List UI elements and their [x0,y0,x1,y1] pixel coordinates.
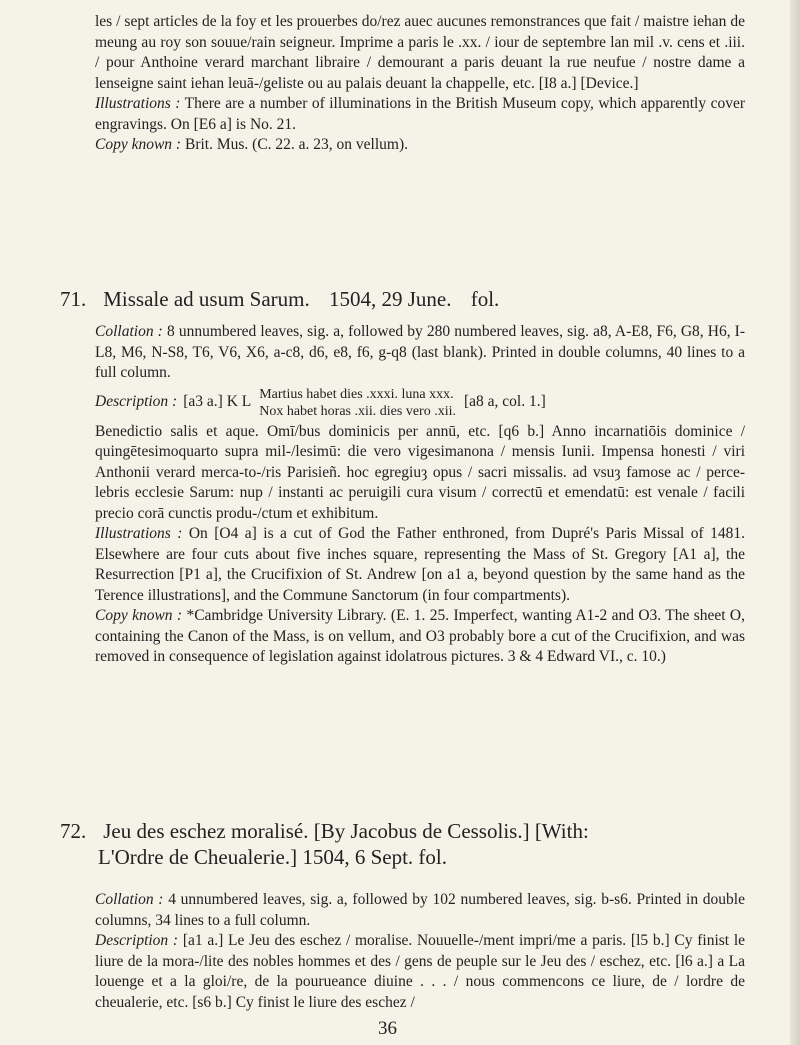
continuation-illustrations [95,94,745,135]
illustrations-label: Illustrations : [95,95,181,112]
description-ref-2: [a8 a, col. 1.] [463,393,546,411]
continuation-copy [95,135,745,156]
entry-71-body [95,322,745,668]
illustrations-text: There are a number of illuminations in the British Museum copy, which apparently cover engravings. On [E6 a] is No. 21. [95,95,745,133]
copy-known [95,606,745,668]
copy-label: Copy known : [95,607,183,624]
description-ref: [a3 a.] K L [183,393,252,411]
calendar-lines [259,386,456,420]
collation-label: Collation : [95,891,164,908]
calendar-line-2: Nox habet horas .xii. dies vero .xii. [259,403,456,419]
entry-date: 1504, 29 June. [328,287,452,311]
collation [95,322,745,384]
description [95,931,745,1013]
page-edge [790,0,800,1045]
collation-text: 8 unnumbered leaves, sig. a, followed by 280 numbered leaves, sig. a8, A-E8, F6, G8, H6, I-L8, M6, N-S8, T6, V6, X6, a-c8, d6, e8, f6, g-q8 (last blank). Printed in double columns, 40 lines to a full column. [95,323,746,381]
illustrations-label: Illustrations : [95,525,183,542]
description-text: [a1 a.] Le Jeu des eschez / moralise. Nouuelle-/ment impri/me a paris. [l5 b.] Cy finist le liure de la mora-/lite des nobles hommes et des / gens de peuple sur le Jeu des / eschez, etc. [l6 a.] a La louenge et a la gloi/re, de la pourueance diuine . . . / nous commencons ce liure, de / lordre de cheualerie, etc. [s6 b.] Cy finist le liure des eschez / [95,932,746,1011]
entry-number: 71. [60,287,87,311]
copy-label: Copy known : [95,136,182,153]
illustrations [95,524,745,606]
page-number: 36 [378,1018,397,1039]
collation [95,890,745,931]
entry-71-heading [60,286,760,312]
description-label: Description : [95,932,179,949]
entry-title: Missale ad usum Sarum. [103,287,310,311]
continuation-text: les / sept articles de la foy et les prouerbes do/rez auec aucunes remonstrances que fait / maistre iehan de meung au roy son souue/rain seigneur. Imprime a paris le .xx. / iour de septembre lan mil .v. cens et .iii. / pour Anthoine verard marchant libraire / demourant a paris deuant la rue neufue / nostre dame a lenseigne saint iehan leuā-/geliste ou au palais deuant la chappelle, etc. [I8 a.] [Device.] [95,13,745,92]
description-calendar [95,386,745,420]
entry-format: fol. [470,287,500,311]
entry-title-line-1: Jeu des eschez moralisé. [By Jacobus de Cessolis.] [With: [103,819,589,843]
collation-text: 4 unnumbered leaves, sig. a, followed by 102 numbered leaves, sig. b-s6. Printed in double columns, 34 lines to a full column. [95,891,745,929]
continuation-block [95,12,745,156]
calendar-line-1: Martius habet dies .xxxi. luna xxx. [259,386,454,402]
entry-title-line-2: L'Ordre de Cheualerie.] 1504, 6 Sept. fol. [98,845,448,869]
copy-text: Brit. Mus. (C. 22. a. 23, on vellum). [184,136,409,153]
copy-text: *Cambridge University Library. (E. 1. 25. Imperfect, wanting A1-2 and O3. The sheet O, containing the Canon of the Mass, is on vellum, and O3 probably bore a cut of the Crucifixion, and was removed in consequence of legislation against idolatrous pictures. 3 & 4 Edward VI., c. 10.) [95,607,745,665]
description-label: Description : [95,393,178,411]
collation-label: Collation : [95,323,163,340]
description-text: Benedictio salis et aque. Omī/bus dominicis per annū, etc. [q6 b.] Anno incarnatiōis dominice / quingētesimoquarto supra mil-/lesimū: die vero vigesimanona / mensis Iunii. Impensa honesti / viri Anthonii verard merca-to-/ris Parisieñ. hoc egregiuȝ opus / sacri missalis. ad vsuȝ famose ac / perce-lebris ecclesie Sarum: nup / instanti ac peruigili cura visum / correctū et emendatū: est venale / facili precio corā cunctis produ-/ctum et exhibitum. [95,422,745,522]
illustrations-text: On [O4 a] is a cut of God the Father enthroned, from Dupré's Paris Missal of 1481. Elsewhere are four cuts about five inches square, representing the Mass of St. Gregory [A1 a], the Resurrection [P1 a], the Crucifixion of St. Andrew [on a1 a, beyond question by the same hand as the Terence illustrations], and the Commune Sanctorum (in four compartments). [95,525,746,604]
entry-number: 72. [60,819,87,843]
entry-72-body [95,890,745,1013]
entry-72-heading [60,818,760,870]
